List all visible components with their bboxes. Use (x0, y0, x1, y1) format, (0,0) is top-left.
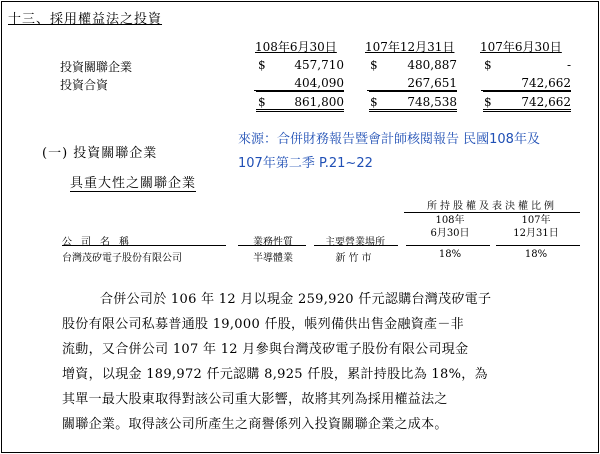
header-rule (406, 245, 490, 246)
header-rule (314, 245, 398, 246)
row-label-joint-venture: 投資合資 (60, 78, 109, 92)
paragraph-line: 合併公司於 106 年 12 月以現金 259,920 仟元認購台灣茂矽電子 (100, 292, 492, 307)
cell-value: 457,710 (294, 58, 344, 72)
paragraph-line: 增資，以現金 189,972 仟元認購 8,925 仟股，累計持股比為 18%，為 (62, 367, 488, 382)
header-rule (496, 245, 580, 246)
col-company-label: 公司名稱 (62, 237, 138, 248)
underline (369, 76, 457, 92)
business-nature: 半導體業 (253, 253, 293, 264)
header-rule (62, 245, 226, 246)
year-header-2: 107年 (521, 215, 551, 226)
source-note-line2: 107年第二季 P.21~22 (238, 156, 373, 171)
double-underline (369, 95, 457, 112)
double-underline (483, 95, 571, 112)
dollar-sign: $ (370, 58, 378, 72)
total-value: 861,800 (294, 95, 344, 109)
total-value: 742,662 (521, 95, 571, 109)
ownership-header: 所持股權及表決權比例 (404, 197, 580, 213)
ownership-1: 18% (438, 249, 462, 260)
underline (483, 76, 571, 92)
header-rule (238, 245, 306, 246)
source-note-line1: 來源：合併財務報告暨會計師核閱報告 民國108年及 (238, 132, 540, 147)
subsection-title: (一) 投資關聯企業 (42, 146, 158, 161)
subsection-subtitle: 具重大性之關聯企業 (70, 172, 196, 192)
total-value: 748,538 (407, 95, 457, 109)
col-header-1: 108年6月30日 (255, 40, 337, 54)
paragraph-line: 關聯企業。取得該公司所產生之商譽係列入投資關聯企業之成本。 (62, 417, 448, 432)
cell-value: 404,090 (254, 76, 344, 91)
cell-value: 480,887 (407, 58, 457, 72)
col-header-2: 107年12月31日 (365, 40, 455, 54)
cell-value: - (566, 58, 571, 72)
paragraph-line: 股份有限公司私募普通股 19,000 仟股，帳列備供出售金融資產－非 (62, 317, 464, 332)
cell-value: 267,651 (367, 76, 457, 91)
company-name: 台灣茂矽電子股份有限公司 (62, 253, 182, 264)
dollar-sign: $ (258, 95, 266, 109)
col-location: 主要營業場所 (325, 237, 385, 248)
dollar-sign: $ (484, 95, 492, 109)
underline (256, 76, 344, 92)
ownership-2: 18% (524, 249, 548, 260)
col-header-3: 107年6月30日 (480, 40, 562, 54)
dollar-sign: $ (370, 95, 378, 109)
paragraph-line: 其單一最大股東取得對該公司重大影響，故將其列為採用權益法之 (62, 392, 448, 407)
year-header-1: 108年 (435, 215, 465, 226)
dollar-sign: $ (484, 58, 492, 72)
dollar-sign: $ (258, 58, 266, 72)
col-business: 業務性質 (253, 237, 293, 248)
cell-value: 742,662 (481, 76, 571, 91)
row-label-investee: 投資關聯企業 (60, 60, 133, 74)
double-underline (256, 95, 344, 112)
paragraph-line: 流動，又合併公司 107 年 12 月參與台灣茂矽電子股份有限公司現金 (62, 342, 469, 357)
date-header-1: 6月30日 (430, 228, 470, 239)
date-header-2: 12月31日 (513, 228, 559, 239)
location: 新竹市 (335, 253, 375, 264)
section-heading: 十三、採用權益法之投資 (8, 12, 163, 27)
